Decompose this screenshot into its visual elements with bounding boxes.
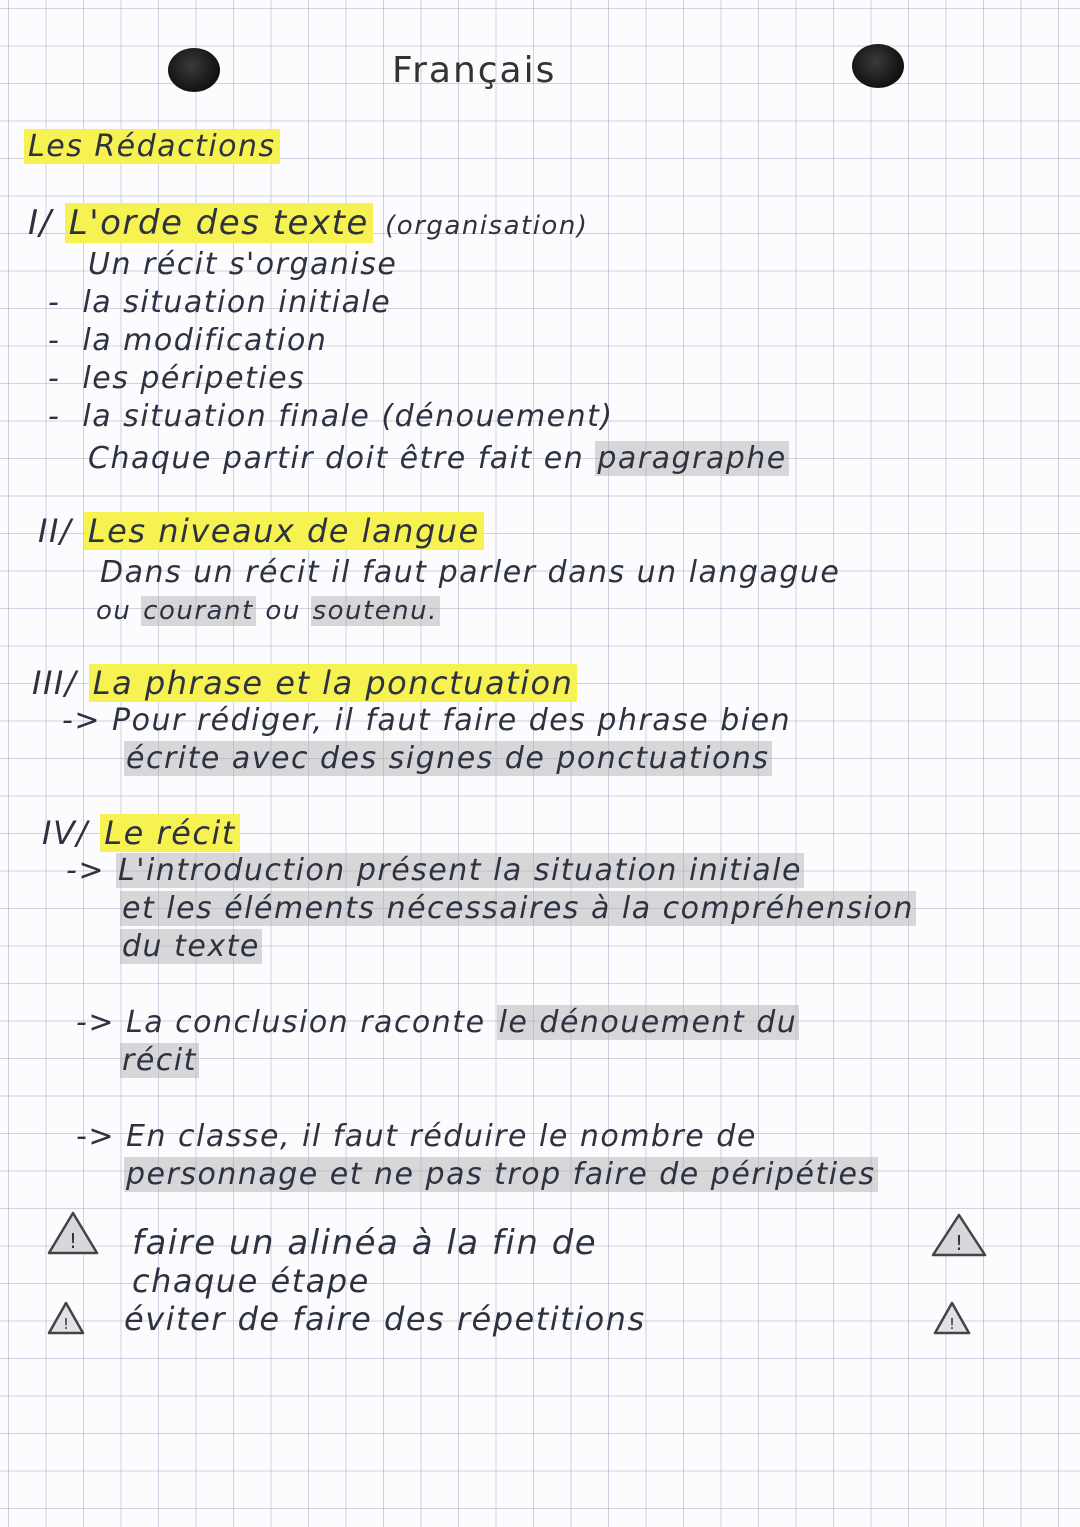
punch-hole-right <box>852 44 904 88</box>
section4-b2-l2: récit <box>122 1043 197 1078</box>
section3-line1: -> Pour rédiger, il faut faire des phrase bien <box>62 703 792 738</box>
section4-b1-l3: du texte <box>122 929 260 964</box>
section4-b3-l1: -> En classe, il faut réduire le nombre de <box>76 1119 757 1154</box>
section3-line2: écrite avec des signes de ponctuations <box>126 741 770 776</box>
page-title: Français <box>392 50 557 91</box>
doc-title: Les Rédactions <box>24 128 280 166</box>
section2-heading: II/ Les niveaux de langue <box>38 512 484 550</box>
section1-intro: Un récit s'organise <box>88 247 398 282</box>
svg-text:!: ! <box>68 1229 78 1253</box>
list-item: - les péripeties <box>48 361 306 396</box>
section2-line2: ou courant ou soutenu. <box>96 596 438 626</box>
section3-heading: III/ La phrase et la ponctuation <box>32 664 577 702</box>
warning-line1: faire un alinéa à la fin de <box>132 1223 598 1263</box>
list-item: - la modification <box>48 323 328 358</box>
section2-line1: Dans un récit il faut parler dans un langague <box>100 555 841 590</box>
list-item: - la situation initiale <box>48 285 392 320</box>
section4-b3-l2: personnage et ne pas trop faire de péripéties <box>126 1157 876 1192</box>
section4-b1-l1: -> L'introduction présent la situation initiale <box>66 853 802 888</box>
svg-text:!: ! <box>954 1231 964 1255</box>
list-item: - la situation finale (dénouement) <box>48 399 614 434</box>
svg-text:!: ! <box>948 1315 956 1333</box>
warning-line3: éviter de faire des répetitions <box>124 1300 646 1338</box>
warning-line2: chaque étape <box>132 1262 370 1300</box>
section4-b2-l1: -> La conclusion raconte le dénouement du <box>76 1005 798 1040</box>
svg-text:!: ! <box>62 1315 70 1333</box>
section4-b1-l2: et les éléments nécessaires à la compréhension <box>122 891 914 926</box>
section4-heading: IV/ Le récit <box>42 814 240 852</box>
section1-heading: I/ L'orde des texte (organisation) <box>28 203 589 243</box>
punch-hole-left <box>168 48 220 92</box>
section1-note: Chaque partir doit être fait en paragraphe <box>88 441 787 476</box>
